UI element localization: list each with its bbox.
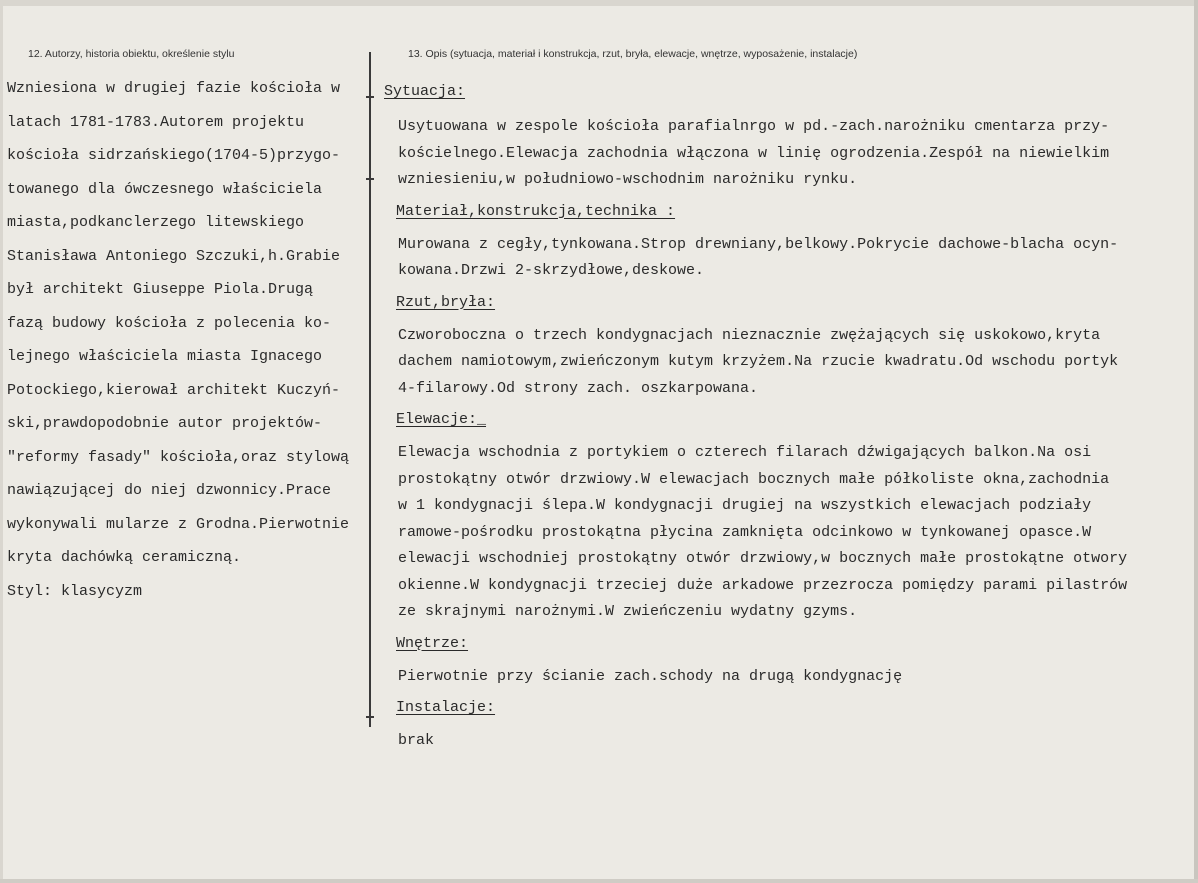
section-body-installations [384,728,1192,755]
history-line: "reformy fasady" kościoła,oraz stylową [7,448,350,466]
scan-edge-bottom [0,879,1198,883]
divider-tick [366,716,374,718]
history-line: towanego dla ówczesnego właściciela [7,180,323,198]
history-line: był architekt Giuseppe Piola.Drugą [7,281,314,298]
description-line: brak [398,732,435,749]
history-line: kryta dachówką ceramiczną. [7,549,242,566]
history-line: Stanisława Antoniego Szczuki,h.Grabie [7,247,341,265]
description-line: w 1 kondygnacji ślepa.W kondygnacji drugiej na wszystkich elewacjach podziały [398,497,1092,514]
section-title-interior: Wnętrze: [396,634,469,652]
description-line: ze skrajnymi narożnymi.W zwieńczeniu wydatny gzyms. [398,603,858,620]
description-line: Czworoboczna o trzech kondygnacjach nieznacznie zwężających się uskokowo,kryta [398,326,1101,344]
field-12-header: 12. Autorzy, historia obiektu, określenie stylu [28,48,235,60]
field-13-header: 13. Opis (sytuacja, materiał i konstrukcja, rzut, bryła, elewacje, wnętrze, wyposażenie, instalacje) [408,48,858,60]
history-line: Potockiego,kierował architekt Kuczyń- [7,381,341,399]
history-line: ski,prawdopodobnie autor projektów- [7,415,323,432]
history-line: nawiązującej do niej dzwonnicy.Prace [7,482,332,499]
section-title-plan: Rzut,bryła: [396,293,496,311]
history-line: kościoła sidrzańskiego(1704-5)przygo- [7,147,341,164]
history-line: latach 1781-1783.Autorem projektu [7,113,305,131]
description-line: ramowe-pośrodku prostokątna płycina zamknięta odcinkowo w tynkowanej opasce.W [398,523,1092,541]
description-line: okienne.W kondygnacji trzeciej duże arkadowe przezrocza pomiędzy parami pilastrów [398,576,1128,594]
history-line: Wzniesiona w drugiej fazie kościoła w [7,80,341,97]
description-line: kowana.Drzwi 2-skrzydłowe,deskowe. [398,262,705,279]
history-line: wykonywali mularze z Grodna.Pierwotnie [7,515,350,533]
description-line: Usytuowana w zespole kościoła parafialnrgo w pd.-zach.narożniku cmentarza przy- [398,118,1110,135]
history-text [7,72,369,608]
description-line: wzniesieniu,w południowo-wschodnim narożniku rynku. [398,171,858,188]
section-body-interior [384,664,1192,691]
description-text [384,80,1192,761]
description-line: dachem namiotowym,zwieńczonym kutym krzyżem.Na rzucie kwadratu.Od wschodu portyk [398,353,1119,370]
section-body-situation [384,114,1192,194]
column-divider [369,52,371,727]
description-line: prostokątny otwór drzwiowy.W elewacjach bocznych małe półkoliste okna,zachodnia [398,470,1110,488]
section-title-installations: Instalacje: [396,699,496,716]
description-line: elewacji wschodniej prostokątny otwór drzwiowy,w bocznych małe prostokątne otwory [398,550,1128,567]
history-line: fazą budowy kościoła z polecenia ko- [7,314,332,332]
description-line: Elewacja wschodnia z portykiem o czterech filarach dźwigających balkon.Na osi [398,444,1092,461]
section-title-situation: Sytuacja: [384,83,466,100]
section-title-elevations: Elewacje:_ [396,411,487,428]
description-line: Pierwotnie przy ścianie zach.schody na drugą kondygnację [398,667,903,685]
history-line: lejnego właściciela miasta Ignacego [7,348,323,365]
description-line: Murowana z cegły,tynkowana.Strop drewniany,belkowy.Pokrycie dachowe-blacha ocyn- [398,235,1119,253]
style-line: Styl: klasycyzm [7,582,143,600]
scan-edge-left [0,0,3,883]
history-line: miasta,podkanclerzego litewskiego [7,214,305,231]
description-line: kościelnego.Elewacja zachodnia włączona w linię ogrodzenia.Zespół na niewielkim [398,144,1110,162]
section-body-elevations [384,440,1192,626]
section-body-material [384,232,1192,285]
section-title-material: Materiał,konstrukcja,technika : [396,202,676,220]
description-line: 4-filarowy.Od strony zach. oszkarpowana. [398,379,759,397]
section-body-plan [384,323,1192,403]
scan-edge-right [1194,0,1198,883]
scan-edge-top [0,0,1198,6]
